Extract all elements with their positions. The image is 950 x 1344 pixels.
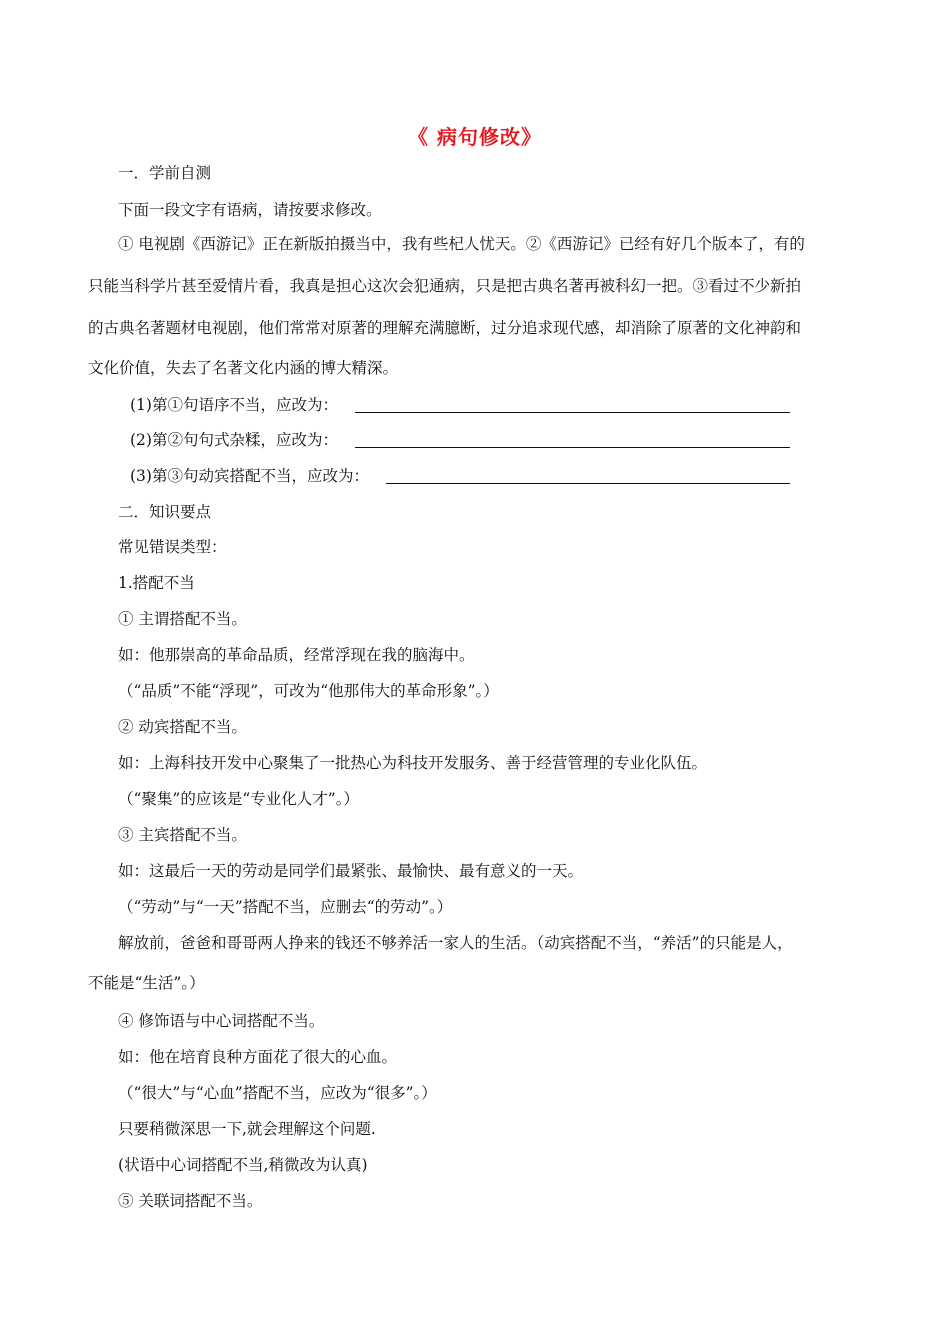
knowledge-line: 如：他那崇高的革命品质，经常浮现在我的脑海中。 [118,646,475,664]
knowledge-line: 解放前，爸爸和哥哥两人挣来的钱还不够养活一家人的生活。（动宾搭配不当，“养活”的只能是人， [118,934,793,952]
knowledge-line: （“聚集”的应该是“专业化人才”。） [118,790,359,808]
knowledge-line: ⑤ 关联词搭配不当。 [118,1192,263,1210]
answer-blank-1[interactable] [355,412,790,413]
knowledge-line: 如：上海科技开发中心聚集了一批热心为科技开发服务、善于经营管理的专业化队伍。 [118,754,708,772]
knowledge-line: 如：他在培育良种方面花了很大的心血。 [118,1048,398,1066]
question-3: (3)第③句动宾搭配不当，应改为： [130,467,369,485]
knowledge-line: (状语中心词搭配不当,稍微改为认真) [118,1156,368,1174]
knowledge-line: 不能是“生活”。） [88,974,205,992]
knowledge-line: ② 动宾搭配不当。 [118,718,247,736]
knowledge-line: ④ 修饰语与中心词搭配不当。 [118,1012,325,1030]
passage-line: 的古典名著题材电视剧，他们常常对原著的理解充满臆断，过分追求现代感，却消除了原著的文化神韵和 [88,319,802,337]
page-title: 《 病句修改》 [408,125,542,149]
knowledge-line: （“品质”不能“浮现”，可改为“他那伟大的革命形象”。） [118,682,499,700]
question-1: (1)第①句语序不当，应改为： [130,396,338,414]
knowledge-line: 只要稍微深思一下,就会理解这个问题. [118,1120,376,1138]
knowledge-line: ③ 主宾搭配不当。 [118,826,247,844]
answer-blank-2[interactable] [355,447,790,448]
passage-line: 文化价值，失去了名著文化内涵的博大精深。 [88,359,399,377]
passage-line: ① 电视剧《西游记》正在新版拍摄当中，我有些杞人忧天。②《西游记》已经有好几个版本了，有的 [118,235,805,253]
question-2: (2)第②句句式杂糅，应改为： [130,431,338,449]
section-heading-knowledge: 二．知识要点 [118,503,212,521]
section-heading-pretest: 一．学前自测 [118,164,212,182]
knowledge-line: 如：这最后一天的劳动是同学们最紧张、最愉快、最有意义的一天。 [118,862,584,880]
answer-blank-3[interactable] [386,483,790,484]
knowledge-line: 1.搭配不当 [118,574,195,592]
knowledge-line: （“很大”与“心血”搭配不当，应改为“很多”。） [118,1084,437,1102]
knowledge-line: ① 主谓搭配不当。 [118,610,247,628]
instruction-text: 下面一段文字有语病，请按要求修改。 [118,201,382,219]
knowledge-line: 常见错误类型： [118,538,227,556]
knowledge-line: （“劳动”与“一天”搭配不当，应删去“的劳动”。） [118,898,453,916]
passage-line: 只能当科学片甚至爱情片看，我真是担心这次会犯通病，只是把古典名著再被科幻一把。③看过不少新拍 [88,277,802,295]
